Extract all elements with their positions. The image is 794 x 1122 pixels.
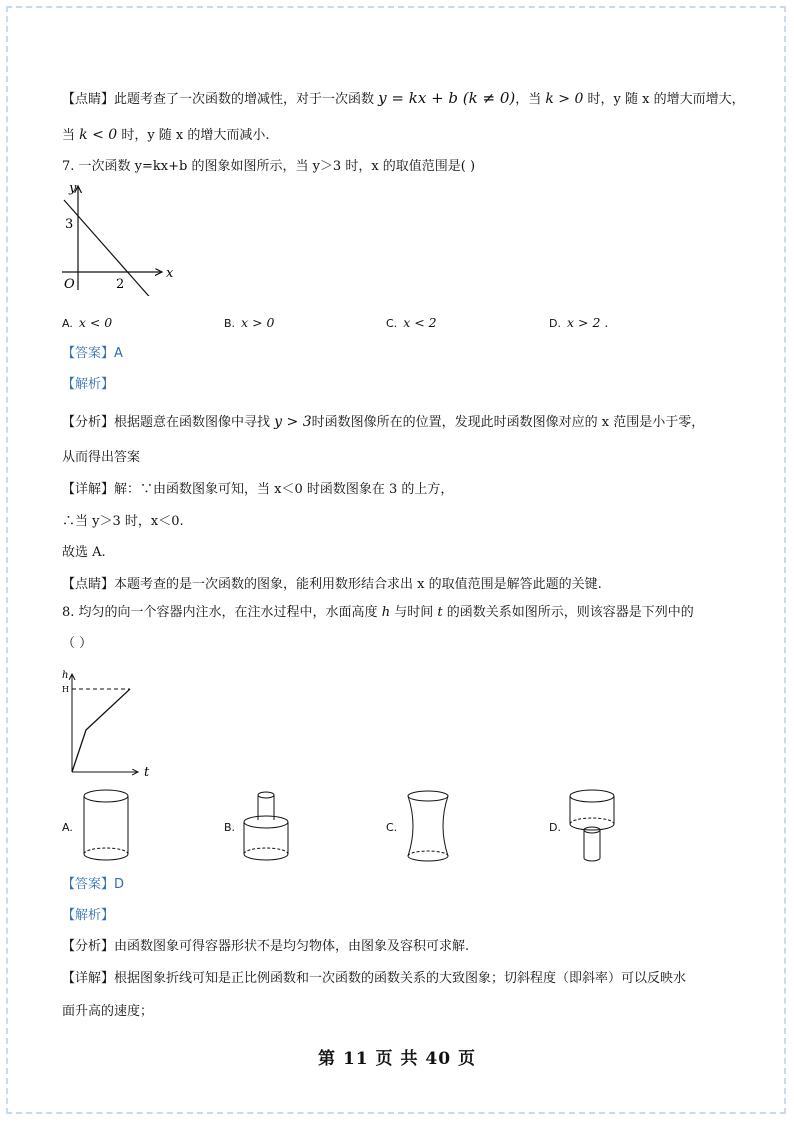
q7-dianjing: 【点睛】本题考查的是一次函数的图象，能利用数形结合求出 x 的取值范围是解答此题的关键. (62, 577, 602, 592)
fenxi-label: 【分析】 (62, 415, 115, 430)
y-axis-label: y (69, 181, 77, 196)
container-d-wide-top (566, 786, 622, 866)
q7-option-d (549, 314, 608, 333)
fenxi-condition: y > 3 (274, 414, 312, 430)
q7-xiangjie: 【详解】解：∵由函数图象可知，当 x＜0 时函数图象在 3 的上方， (62, 482, 454, 497)
dianjing-text-c: 时，y 随 x 的增大而增大， (587, 92, 745, 107)
dianjing-text-d: 当 (62, 128, 76, 143)
q8-option-a-label (62, 818, 79, 837)
q8-stem-line-1 (62, 604, 694, 622)
option-text: x < 2 (403, 315, 437, 330)
q7-option-b (224, 314, 274, 333)
condition-k-negative: k < 0 (79, 127, 118, 143)
y-intercept-label: 3 (65, 217, 74, 232)
q7-jiexi: 【解析】 (62, 377, 115, 392)
option-text: x > 2 . (566, 315, 609, 330)
q7-fenxi-line-1 (62, 413, 704, 432)
t-axis-label: t (144, 765, 150, 780)
q8-option-d-label (549, 818, 567, 837)
dianjing-label: 【点睛】 (62, 92, 115, 107)
q8-fenxi: 【分析】由函数图象可得容器形状不是均匀物体，由图象及容积可求解. (62, 939, 470, 954)
dianjing-line-2 (62, 126, 270, 145)
q8-h: h (381, 605, 391, 620)
condition-k-positive: k > 0 (545, 91, 584, 107)
option-label: D. (549, 317, 561, 330)
dianjing-text-b: ，当 (515, 92, 542, 107)
q7-linear-graph (58, 178, 182, 296)
height-polyline (72, 689, 130, 772)
q8-xiangjie-line-2: 面升高的速度； (62, 1004, 154, 1019)
q8-answer: 【答案】D (62, 877, 125, 892)
page-number-footer: 第 11 页 共 40 页 (318, 1049, 476, 1069)
option-label: B. (224, 821, 236, 834)
option-label: A. (62, 821, 73, 834)
q8-xiangjie-line-1: 【详解】根据图象折线可知是正比例函数和一次函数的函数关系的大致图象；切斜程度（即斜率）可以反映水 (62, 971, 687, 986)
q7-choose: 故选 A. (62, 545, 106, 560)
container-b-narrow-top (240, 786, 296, 866)
container-c-waisted (402, 786, 458, 866)
H-label: H (62, 685, 69, 694)
h-axis-label: h (62, 670, 69, 681)
option-label: B. (224, 317, 236, 330)
x-axis-label: x (166, 266, 174, 281)
dianjing-text-e: 时，y 随 x 的增大而减小. (121, 128, 270, 143)
option-label: D. (549, 821, 561, 834)
fenxi-text-b: 时函数图像所在的位置，发现此时函数图像对应的 x 范围是小于零， (311, 415, 705, 430)
dianjing-line-1 (62, 89, 745, 109)
fenxi-text-a: 根据题意在函数图像中寻找 (114, 415, 271, 430)
option-text: x > 0 (241, 315, 275, 330)
q8-stem-b: 与时间 (394, 605, 434, 620)
q7-stem: 7. 一次函数 y=kx+b 的图象如图所示，当 y＞3 时，x 的取值范围是( ) (62, 159, 476, 174)
q8-jiexi: 【解析】 (62, 908, 115, 923)
q7-fenxi-line-2: 从而得出答案 (62, 450, 141, 465)
q7-answer: 【答案】A (62, 346, 123, 361)
dianjing-text: 此题考查了一次函数的增减性，对于一次函数 (114, 92, 375, 107)
q8-paren: （ ） (62, 636, 93, 651)
option-label: A. (62, 317, 73, 330)
q7-option-a (62, 314, 112, 333)
q8-option-c-label (386, 818, 403, 837)
option-text: x < 0 (78, 315, 113, 330)
q7-therefore: ∴当 y＞3 时，x＜0. (62, 514, 184, 529)
q8-t: t (437, 605, 443, 620)
x-intercept-label: 2 (116, 277, 125, 292)
origin-label: O (64, 277, 75, 292)
q7-option-c (386, 314, 437, 333)
container-a-cylinder (80, 786, 136, 866)
q8-stem-c: 的函数关系如图所示，则该容器是下列中的 (446, 605, 694, 620)
formula: y = kx + b (k ≠ 0) (378, 89, 516, 107)
q8-option-b-label (224, 818, 241, 837)
q8-height-time-graph (58, 664, 170, 782)
option-label: C. (386, 317, 398, 330)
option-label: C. (386, 821, 398, 834)
q8-stem-a: 8. 均匀的向一个容器内注水，在注水过程中，水面高度 (62, 605, 378, 620)
